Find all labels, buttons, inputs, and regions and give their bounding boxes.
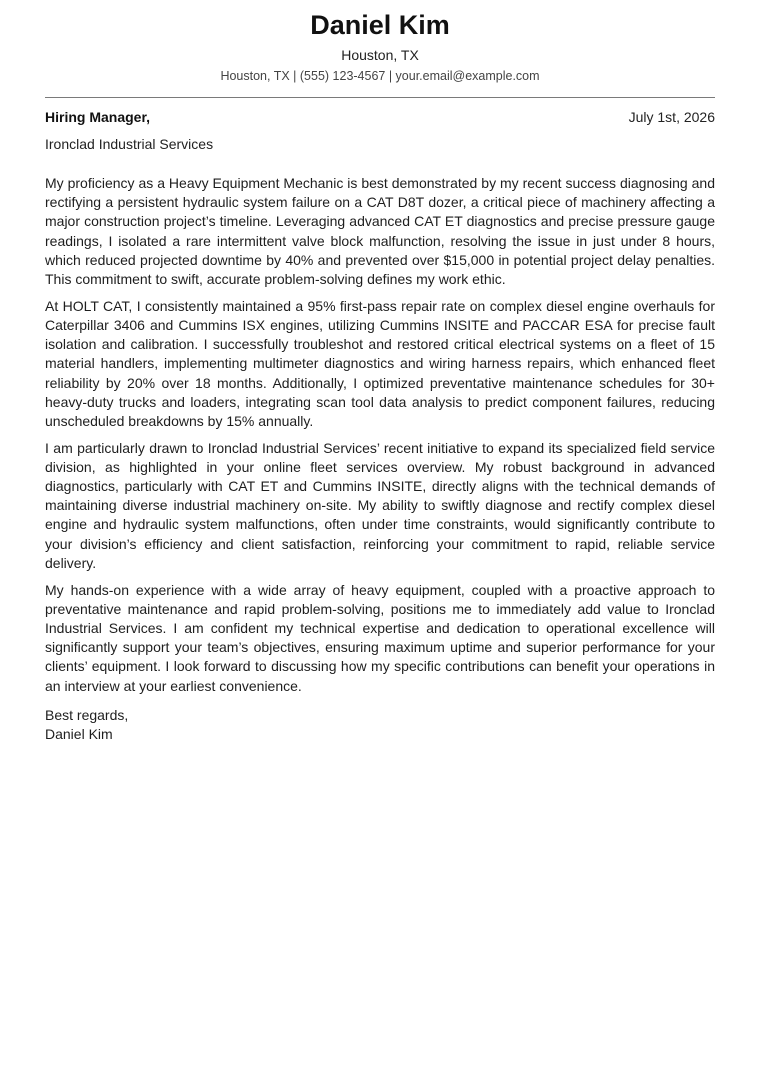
body-paragraph: My hands-on experience with a wide array of heavy equipment, coupled with a proactive approach to preventative maintenance and rapid problem-solving, positions me to immediately add value to Ironclad Industrial Services. I am confident my technical expertise and dedication to operational excellence will significantly support your team’s objectives, ensuring maximum uptime and superior performance for your clients’ equipment. I look forward to discussing how my specific contributions can benefit your operations in an interview at your earliest convenience.: [45, 581, 715, 694]
body-paragraph: My proficiency as a Heavy Equipment Mechanic is best demonstrated by my recent success diagnosing and rectifying a persistent hydraulic system failure on a CAT D8T dozer, a critical piece of machinery affecting a major construction project’s timeline. Leveraging advanced CAT ET diagnostics and precise pressure gauge readings, I isolated a rare intermittent valve block malfunction, resolving the issue in just under 8 hours, which reduced projected downtime by 40% and prevented over $15,000 in potential project delay penalties. This commitment to swift, accurate problem-solving defines my work ethic.: [45, 175, 715, 288]
applicant-name: Daniel Kim: [310, 10, 450, 40]
letter-header: [45, 0, 715, 85]
body-paragraph: At HOLT CAT, I consistently maintained a 95% first-pass repair rate on complex diesel engine overhauls for Caterpillar 3406 and Cummins ISX engines, utilizing Cummins INSITE and PACCAR ESA for precise fault isolation and calibration. I successfully troubleshot and restored critical electrical systems on a fleet of 15 material handlers, implementing multimeter diagnostics and wiring harness repairs, which enhanced fleet reliability by 20% over 18 months. Additionally, I optimized preventative maintenance schedules for 30+ heavy-duty trucks and loaders, integrating scan tool data analysis to predict component failures, reducing unscheduled breakdowns by 15% annually.: [45, 297, 715, 429]
salutation: Hiring Manager,: [45, 109, 151, 125]
company-name: Ironclad Industrial Services: [45, 136, 214, 152]
contact-line: Houston, TX | (555) 123-4567 | your.email@example.com: [220, 69, 540, 83]
letter-body: [45, 174, 715, 696]
body-paragraph: I am particularly drawn to Ironclad Industrial Services’ recent initiative to expand its specialized field service division, as highlighted in your online fleet services overview. My robust background in advanced diagnostics, particularly with CAT ET and Cummins INSITE, directly aligns with the technical demands of maintaining diverse industrial machinery on-site. My ability to swiftly diagnose and rectify complex diesel engine and hydraulic system malfunctions, often under time constraints, would significantly contribute to your division’s efficiency and client satisfaction, reinforcing your commitment to rapid, reliable service delivery.: [45, 439, 715, 571]
signature-name: Daniel Kim: [45, 725, 113, 742]
closing-phrase: Best regards,: [45, 706, 129, 723]
letter-closing: [45, 706, 715, 744]
applicant-location: Houston, TX: [341, 47, 419, 63]
letter-date: July 1st, 2026: [628, 109, 715, 125]
header-divider: [45, 97, 715, 98]
recipient-date-row: [45, 107, 715, 127]
